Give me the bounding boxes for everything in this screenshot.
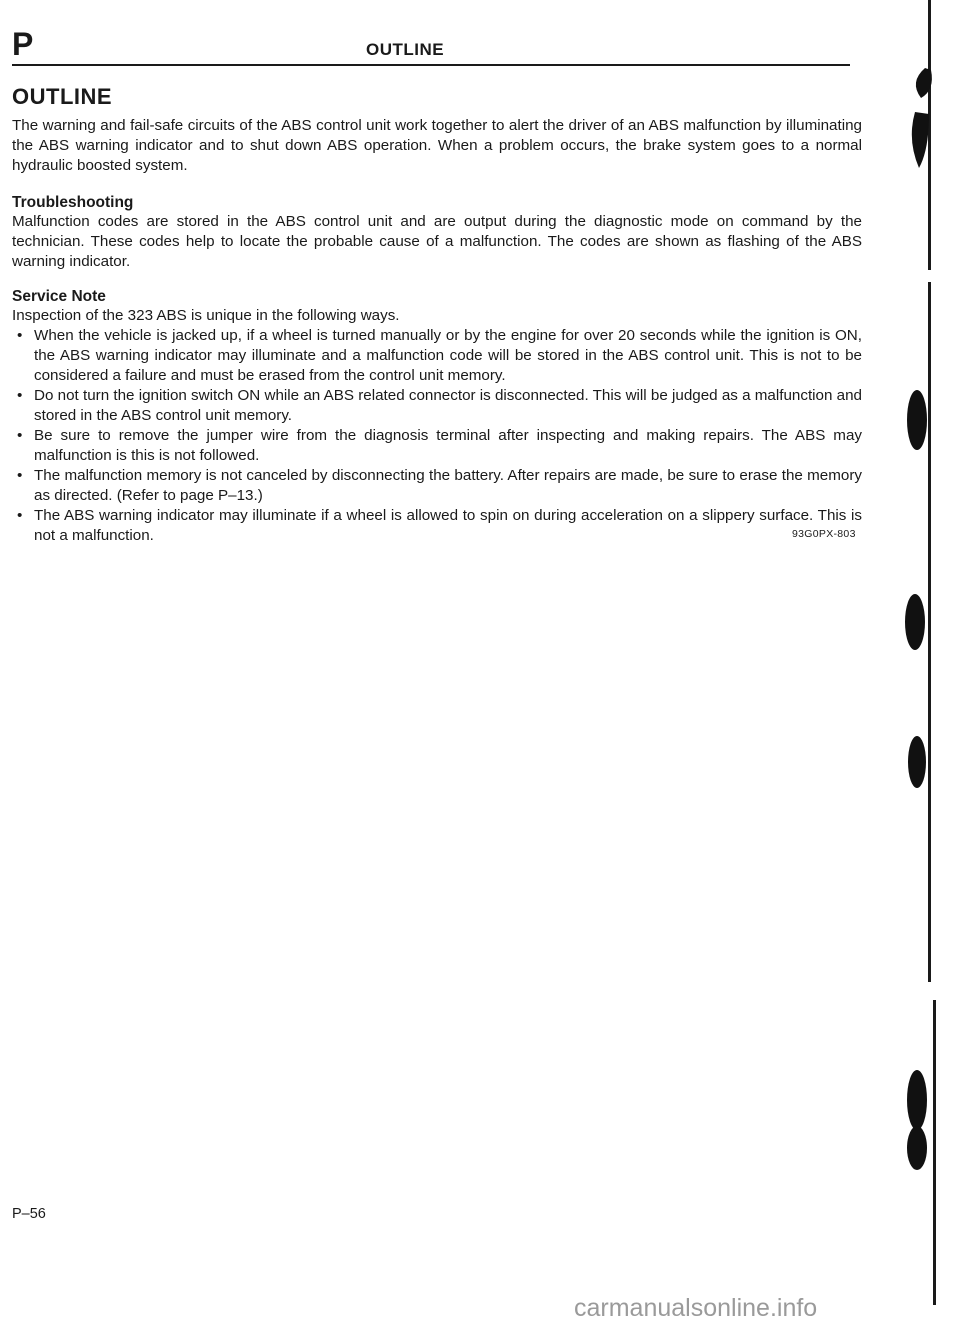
page-number: P–56 (12, 1206, 46, 1222)
header-rule (12, 64, 850, 66)
list-item: • Be sure to remove the jumper wire from the diagnosis terminal after inspecting and making repairs. The ABS may malfunction is this is not followed. (12, 426, 862, 466)
troubleshooting-paragraph: Malfunction codes are stored in the ABS control unit and are output during the diagnostic mode on command by the technician. These codes help to locate the probable cause of a malfunction. The codes are shown as flashing of the ABS warning indicator. (12, 213, 862, 270)
binding-hole-mark (912, 112, 929, 168)
binder-line (933, 1000, 936, 1305)
list-item: • The ABS warning indicator may illuminate if a wheel is allowed to spin on during acceleration on a slippery surface. This is not a malfunction. (12, 506, 862, 546)
service-note-intro: Inspection of the 323 ABS is unique in the following ways. (12, 307, 400, 324)
section-letter: P (12, 26, 34, 62)
binding-hole-mark (905, 594, 925, 650)
intro-paragraph: The warning and fail-safe circuits of the ABS control unit work together to alert the driver of an ABS malfunction by illuminating the ABS warning indicator and to shut down ABS operation. When a problem occurs, the brake system goes to a normal hydraulic boosted system. (12, 117, 862, 174)
binding-hole-mark (907, 390, 927, 450)
watermark-text: carmanualsonline.info (574, 1294, 818, 1322)
list-item: • Do not turn the ignition switch ON while an ABS related connector is disconnected. This will be judged as a malfunction and stored in the ABS control unit memory. (12, 386, 862, 426)
binding-hole-mark (908, 736, 926, 788)
figure-code: 93G0PX-803 (792, 528, 856, 540)
list-item: • When the vehicle is jacked up, if a wheel is turned manually or by the engine for over 20 seconds while the ignition is ON, the ABS warning indicator may illuminate and a malfunction code will be stored in the ABS control unit. This is not to be considered a failure and must be erased from the control unit memory. (12, 326, 862, 386)
binder-strip (895, 0, 960, 1328)
service-note-heading: Service Note (12, 288, 106, 305)
binding-hole-mark (907, 1070, 927, 1130)
header-title: OUTLINE (366, 40, 445, 59)
troubleshooting-heading: Troubleshooting (12, 194, 134, 211)
binder-line (928, 282, 931, 982)
service-note-list (12, 326, 862, 546)
list-item: • The malfunction memory is not canceled by disconnecting the battery. After repairs are made, be sure to erase the memory as directed. (Refer to page P–13.) (12, 466, 862, 506)
binder-line (928, 0, 931, 270)
binding-hole-mark (907, 1126, 927, 1170)
page-heading: OUTLINE (12, 84, 113, 109)
